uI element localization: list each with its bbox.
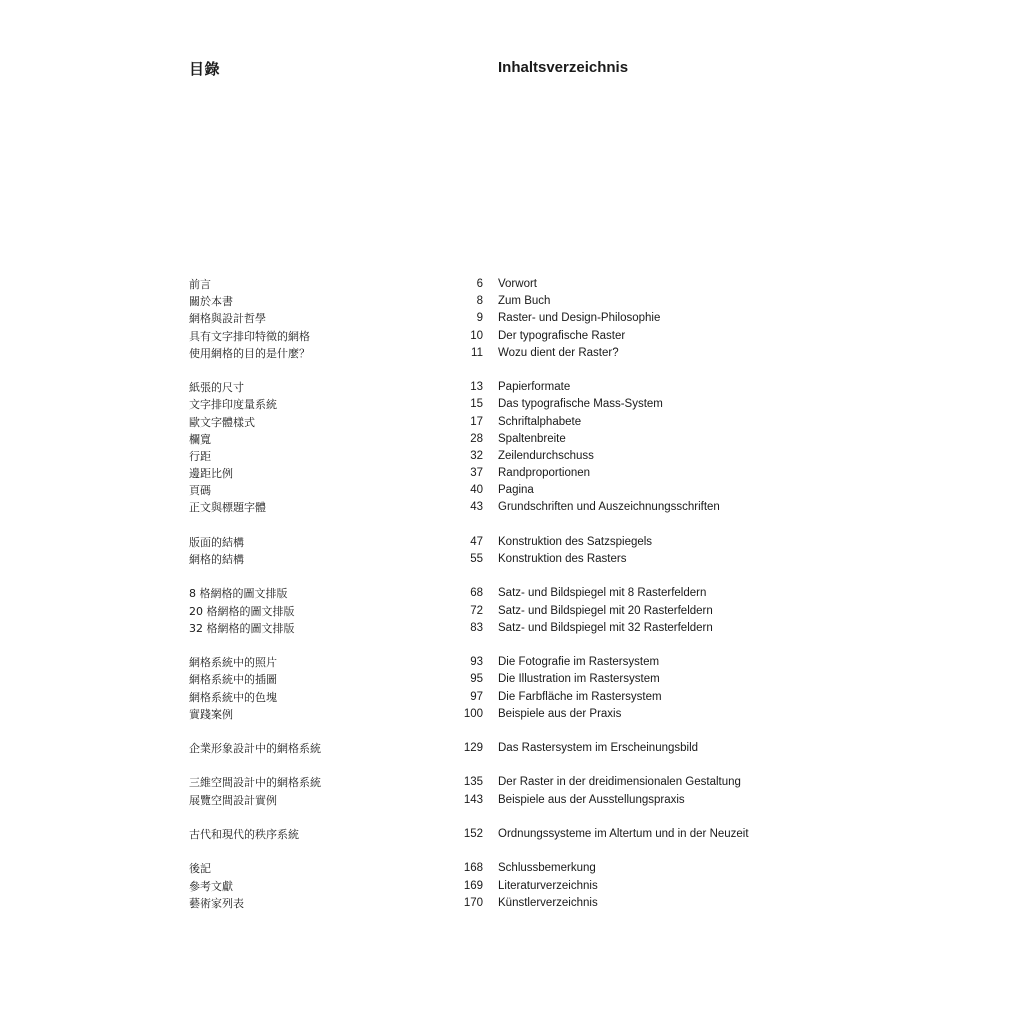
toc-title-chinese: 行距 <box>189 449 211 463</box>
toc-title-german: Pagina <box>498 484 534 497</box>
toc-entry[interactable] <box>0 310 1024 327</box>
toc-title-german: Satz- und Bildspiegel mit 20 Rasterfeldern <box>498 604 713 617</box>
toc-title-chinese: 紙張的尺寸 <box>189 381 244 395</box>
toc-entry[interactable] <box>0 499 1024 516</box>
toc-title-german: Konstruktion des Satzspiegels <box>498 535 653 548</box>
toc-page-number: 8 <box>476 295 483 308</box>
toc-title-german: Ordnungssysteme im Altertum und in der Neuzeit <box>498 828 749 840</box>
toc-title-chinese: 前言 <box>189 278 211 291</box>
toc-section <box>0 740 1024 757</box>
page-title-chinese: 目錄 <box>189 60 221 78</box>
toc-title-german: Die Fotografie im Rastersystem <box>498 656 660 669</box>
toc-title-chinese: 欄寬 <box>189 432 211 446</box>
toc-page-number: 129 <box>463 742 483 755</box>
toc-title-german: Spaltenbreite <box>498 432 566 445</box>
toc-title-german: Randproportionen <box>498 467 591 480</box>
toc-page-number: 32 <box>470 449 483 462</box>
toc-title-german: Satz- und Bildspiegel mit 32 Rasterfeldern <box>498 621 713 634</box>
toc-page-number: 72 <box>470 604 483 617</box>
toc-title-chinese: 邊距比例 <box>189 467 233 481</box>
toc-title-german: Wozu dient der Raster? <box>498 346 619 359</box>
toc-title-chinese: 網格系統中的插圖 <box>189 673 277 687</box>
toc-entry[interactable] <box>0 878 1024 895</box>
toc-title-chinese: 藝術家列表 <box>189 896 244 910</box>
toc-title-chinese: 後記 <box>189 862 211 876</box>
toc-entry[interactable] <box>0 431 1024 448</box>
toc-page-number: 135 <box>463 776 483 789</box>
toc-title-chinese: 關於本書 <box>189 295 233 309</box>
toc-title-chinese: 正文與標題字體 <box>189 501 266 515</box>
toc-title-chinese: 三維空間設計中的網格系統 <box>189 776 321 790</box>
toc-title-german: Beispiele aus der Ausstellungspraxis <box>498 793 685 806</box>
toc-title-german: Zum Buch <box>498 295 551 308</box>
toc-title-german: Die Farbfläche im Rastersystem <box>498 690 662 703</box>
toc-title-german: Der Raster in der dreidimensionalen Gestaltung <box>498 776 741 789</box>
toc-title-german: Konstruktion des Rasters <box>498 553 627 565</box>
toc-title-chinese: 網格與設計哲學 <box>189 312 266 326</box>
toc-entry[interactable] <box>0 654 1024 671</box>
toc-entry[interactable] <box>0 585 1024 602</box>
toc-title-german: Literaturverzeichnis <box>498 879 598 892</box>
toc-entry[interactable] <box>0 448 1024 465</box>
toc-section <box>0 276 1024 362</box>
toc-page-number: 11 <box>471 346 483 359</box>
toc-entry[interactable] <box>0 620 1024 637</box>
toc-title-german: Zeilendurchschuss <box>498 449 594 462</box>
toc-title-chinese: 企業形象設計中的網格系統 <box>189 742 321 756</box>
toc-page-number: 100 <box>463 707 483 720</box>
toc-page-number: 47 <box>470 535 483 548</box>
toc-entry[interactable] <box>0 396 1024 413</box>
toc-entry[interactable] <box>0 603 1024 620</box>
toc-entry[interactable] <box>0 345 1024 362</box>
toc-page-number: 37 <box>470 467 483 480</box>
toc-page-number: 168 <box>463 862 483 875</box>
toc-title-chinese: 8 格網格的圖文排版 <box>189 587 288 601</box>
toc-page-number: 17 <box>470 415 483 428</box>
toc-title-chinese: 歐文字體樣式 <box>189 415 255 429</box>
toc-page-number: 55 <box>470 553 483 565</box>
toc-title-german: Schriftalphabete <box>498 415 582 428</box>
toc-page-number: 93 <box>470 656 483 669</box>
toc-title-chinese: 文字排印度量系統 <box>189 398 277 412</box>
toc-entry[interactable] <box>0 860 1024 877</box>
toc-title-german: Das typografische Mass-System <box>498 398 663 411</box>
toc-title-german: Raster- und Design-Philosophie <box>498 312 661 325</box>
toc-entry[interactable] <box>0 671 1024 688</box>
toc-entry[interactable] <box>0 774 1024 791</box>
toc-title-chinese: 網格系統中的照片 <box>189 656 277 670</box>
toc-title-german: Schlussbemerkung <box>498 862 596 875</box>
toc-page-number: 15 <box>470 398 483 411</box>
toc-page-number: 83 <box>470 621 483 634</box>
toc-section <box>0 860 1024 912</box>
toc-entry[interactable] <box>0 792 1024 809</box>
toc-entry[interactable] <box>0 706 1024 723</box>
toc-title-german: Grundschriften und Auszeichnungsschriften <box>498 501 720 514</box>
toc-entry[interactable] <box>0 482 1024 499</box>
toc-title-german: Papierformate <box>498 381 571 394</box>
toc-page-number: 13 <box>470 381 483 394</box>
table-of-contents <box>0 276 1024 929</box>
toc-page-number: 169 <box>463 879 483 892</box>
toc-page-number: 9 <box>476 312 483 325</box>
toc-title-chinese: 參考文獻 <box>189 879 233 893</box>
toc-title-german: Satz- und Bildspiegel mit 8 Rasterfeldern <box>498 587 707 600</box>
toc-entry[interactable] <box>0 465 1024 482</box>
toc-title-german: Vorwort <box>498 278 537 290</box>
toc-title-german: Der typografische Raster <box>498 329 626 342</box>
toc-entry[interactable] <box>0 551 1024 568</box>
toc-title-chinese: 古代和現代的秩序系統 <box>189 828 299 841</box>
toc-page-number: 10 <box>470 329 483 342</box>
toc-title-chinese: 版面的結構 <box>189 535 244 549</box>
toc-section <box>0 379 1024 517</box>
toc-entry[interactable] <box>0 379 1024 396</box>
toc-entry[interactable] <box>0 534 1024 551</box>
toc-page-number: 68 <box>470 587 483 600</box>
toc-page-number: 170 <box>463 896 483 909</box>
toc-title-chinese: 網格的結構 <box>189 553 244 566</box>
toc-entry[interactable] <box>0 740 1024 757</box>
toc-section <box>0 654 1024 723</box>
toc-title-german: Die Illustration im Rastersystem <box>498 673 660 686</box>
toc-title-chinese: 20 格網格的圖文排版 <box>189 604 295 618</box>
toc-title-chinese: 32 格網格的圖文排版 <box>189 621 295 635</box>
toc-section <box>0 534 1024 568</box>
toc-section <box>0 774 1024 808</box>
toc-entry[interactable] <box>0 328 1024 345</box>
toc-title-chinese: 實踐案例 <box>189 707 233 721</box>
toc-page-number: 6 <box>476 278 483 290</box>
toc-section <box>0 826 1024 843</box>
toc-section <box>0 585 1024 637</box>
toc-title-german: Künstlerverzeichnis <box>498 896 598 909</box>
toc-entry[interactable] <box>0 293 1024 310</box>
toc-title-chinese: 使用網格的目的是什麼？ <box>189 346 310 360</box>
toc-page-number: 152 <box>463 828 483 840</box>
toc-entry[interactable] <box>0 276 1024 293</box>
toc-entry[interactable] <box>0 689 1024 706</box>
toc-page-number: 40 <box>470 484 483 497</box>
toc-title-chinese: 具有文字排印特徵的網格 <box>189 329 310 343</box>
toc-title-chinese: 展覽空間設計實例 <box>189 793 277 807</box>
toc-page-number: 43 <box>470 501 483 514</box>
toc-page-number: 95 <box>470 673 483 686</box>
toc-entry[interactable] <box>0 414 1024 431</box>
toc-entry[interactable] <box>0 895 1024 912</box>
toc-entry[interactable] <box>0 826 1024 843</box>
toc-page-number: 97 <box>470 690 483 703</box>
toc-title-german: Das Rastersystem im Erscheinungsbild <box>498 742 699 755</box>
toc-title-chinese: 頁碼 <box>189 484 211 498</box>
toc-page-number: 143 <box>463 793 483 806</box>
toc-title-chinese: 網格系統中的色塊 <box>189 690 277 704</box>
page-title-german: Inhaltsverzeichnis <box>498 59 629 76</box>
toc-title-german: Beispiele aus der Praxis <box>498 707 622 720</box>
toc-page-number: 28 <box>470 432 483 445</box>
